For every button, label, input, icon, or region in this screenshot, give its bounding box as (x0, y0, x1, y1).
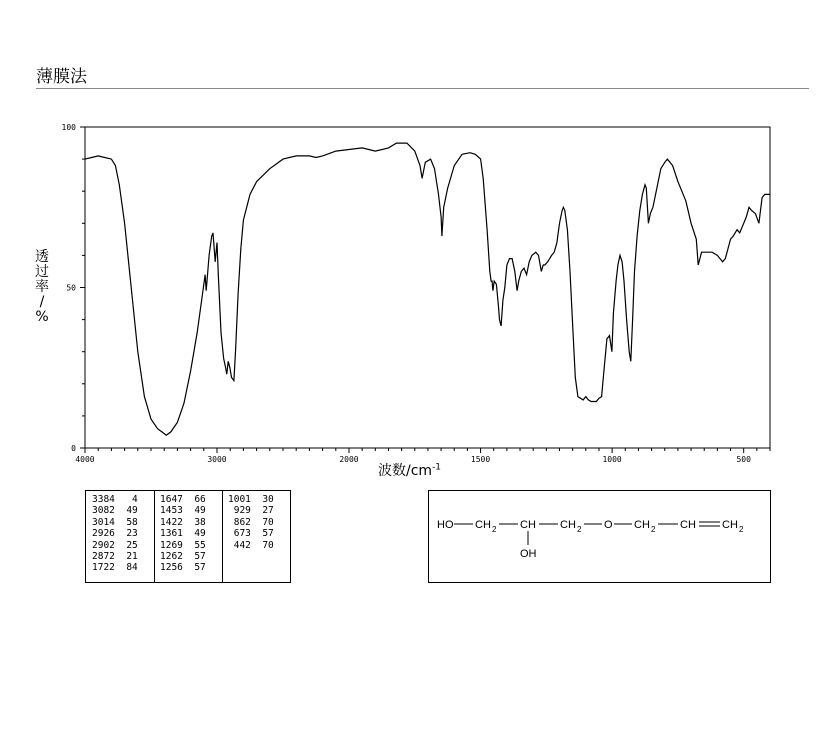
y-tick-label: 50 (66, 283, 76, 293)
spectrum-series-line (85, 143, 770, 435)
peak-row: 1722 84 (92, 562, 138, 574)
x-axis-label (378, 460, 441, 480)
x-axis-label-text: 波数/cm (378, 463, 433, 479)
x-tick-label: 500 (736, 455, 751, 464)
x-tick-label: 3000 (207, 455, 227, 464)
y-axis-label-char: 率 (35, 279, 49, 295)
structure-group: HO (437, 519, 454, 531)
x-tick-label: 4000 (75, 455, 95, 464)
peak-table-column (228, 494, 274, 551)
peak-row: 1422 38 (160, 516, 206, 528)
peak-table-column (160, 494, 206, 574)
y-axis-label (34, 250, 50, 325)
structure-group: CH (475, 519, 491, 531)
chemical-structure (429, 491, 772, 584)
peak-row: 673 57 (228, 528, 274, 540)
peak-row: 1001 30 (228, 494, 274, 505)
peak-table-column (92, 494, 138, 574)
y-axis-label-char: 过 (35, 264, 49, 280)
structure-group: CH (722, 519, 738, 531)
structure-group: CH (560, 519, 576, 531)
page-title: 薄膜法 (36, 67, 87, 87)
peak-row: 1453 49 (160, 505, 206, 517)
x-tick-label: 2000 (339, 455, 359, 464)
axis-tick-labels (62, 123, 752, 464)
peak-row: 2926 23 (92, 528, 138, 540)
peak-row: 3014 58 (92, 516, 138, 528)
structure-group: CH (520, 519, 536, 531)
peak-row: 3384 4 (92, 494, 138, 505)
y-tick-label: 0 (71, 444, 76, 453)
peak-row: 2872 21 (92, 551, 138, 563)
peak-row: 929 27 (228, 505, 274, 517)
structure-substituent: OH (520, 548, 537, 560)
peak-row: 2902 25 (92, 539, 138, 551)
structure-group: O (604, 519, 613, 531)
peak-row: 1647 66 (160, 494, 206, 505)
structure-group: CH (634, 519, 650, 531)
peak-row: 442 70 (228, 539, 274, 551)
peak-table-column-divider (222, 491, 223, 582)
peak-row: 862 70 (228, 516, 274, 528)
peak-row: 3082 49 (92, 505, 138, 517)
x-tick-label: 1000 (602, 455, 622, 464)
peak-row: 1269 55 (160, 539, 206, 551)
peak-table (85, 490, 291, 583)
y-axis-label-char: % (35, 309, 49, 325)
y-axis-label-char: / (39, 294, 45, 310)
peak-row: 1256 57 (160, 562, 206, 574)
peak-row: 1262 57 (160, 551, 206, 563)
structure-subscript: 2 (651, 525, 656, 534)
structure-subscript: 2 (492, 525, 497, 534)
structure-subscript: 2 (577, 525, 582, 534)
x-axis-label-exponent: -1 (432, 462, 442, 473)
peak-row: 1361 49 (160, 528, 206, 540)
y-tick-label: 100 (61, 123, 76, 132)
peak-table-column-divider (154, 491, 155, 582)
plot-frame (85, 127, 770, 448)
x-tick-label: 1500 (470, 455, 491, 464)
structure-box (428, 490, 771, 583)
structure-group: CH (680, 519, 696, 531)
structure-subscript: 2 (739, 525, 744, 534)
y-axis-label-char: 透 (35, 249, 49, 265)
